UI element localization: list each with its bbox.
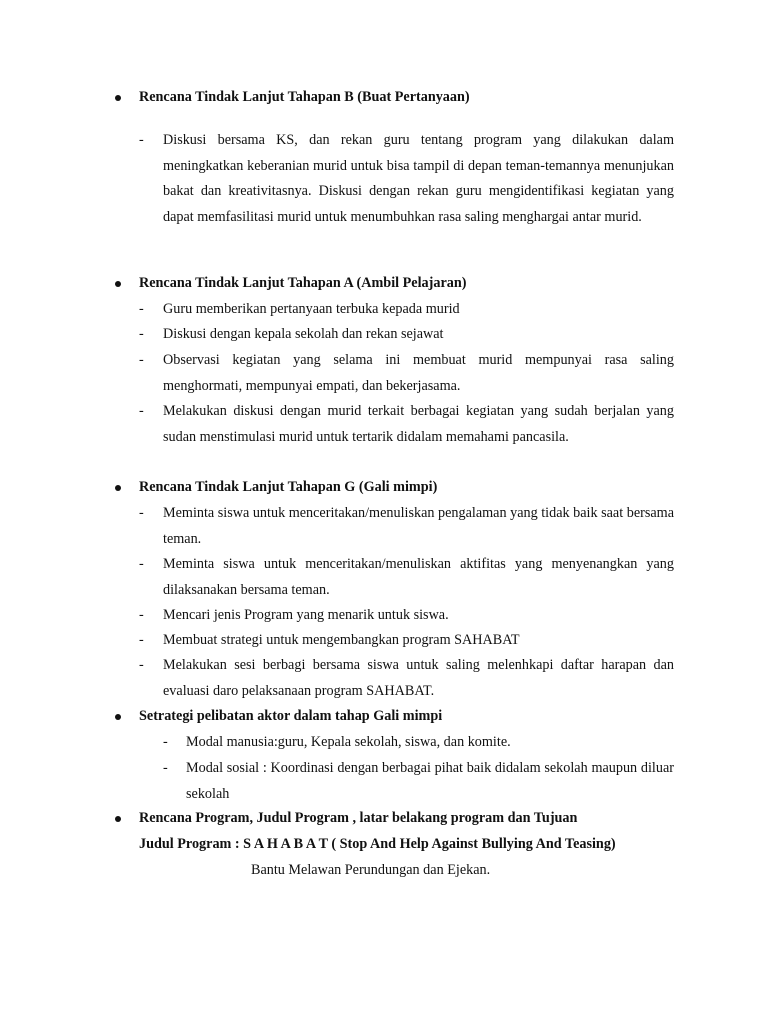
section-heading: Rencana Tindak Lanjut Tahapan B (Buat Pertanyaan) [139,89,470,105]
list-item: Modal manusia:guru, Kepala sekolah, siswa, dan komite. [186,734,511,750]
list-item: Membuat strategi untuk mengembangkan program SAHABAT [163,632,520,648]
list-item: Modal sosial : Koordinasi dengan berbagai pihat baik didalam sekolah maupun diluar sekolah [186,760,674,802]
dash-marker: - [139,326,144,342]
dash-marker: - [139,556,144,572]
section-heading: Rencana Program, Judul Program , latar belakang program dan Tujuan [139,810,578,826]
bullet-icon [114,807,124,833]
dash-marker: - [163,760,168,776]
dash-marker: - [139,505,144,521]
dash-marker: - [139,403,144,419]
section-heading: Setrategi pelibatan aktor dalam tahap Gali mimpi [139,708,443,724]
dash-marker: - [163,734,168,750]
list-item: Meminta siswa untuk menceritakan/menuliskan pengalaman yang tidak baik saat bersama teman. [163,505,674,547]
section-heading: Rencana Tindak Lanjut Tahapan G (Gali mimpi) [139,479,438,495]
program-subtitle: Bantu Melawan Perundungan dan Ejekan. [251,862,491,878]
bullet-icon [114,705,124,731]
list-item: Diskusi bersama KS, dan rekan guru tentang program yang dilakukan dalam meningkatkan keberanian murid untuk bisa tampil di depan teman-temannya menunjukan bakat dan kreativitasnya. Diskusi dengan rekan guru mengidentifikasi kegiatan yang dapat memfasilitasi murid untuk menumbuhkan rasa saling menghargai antar murid. [163,132,674,225]
list-item: Melakukan sesi berbagi bersama siswa untuk saling melenhkapi daftar harapan dan evaluasi daro pelaksanaan program SAHABAT. [163,657,674,699]
section-heading: Rencana Tindak Lanjut Tahapan A (Ambil Pelajaran) [139,275,467,291]
list-item: Observasi kegiatan yang selama ini membuat murid mempunyai rasa saling menghormati, mempunyai empati, dan bekerjasama. [163,352,674,394]
dash-marker: - [139,607,144,623]
dash-marker: - [139,657,144,673]
dash-marker: - [139,632,144,648]
list-item: Melakukan diskusi dengan murid terkait berbagai kegiatan yang sudah berjalan yang sudan menstimulasi murid untuk tertarik didalam memahami pancasila. [163,403,674,445]
list-item: Mencari jenis Program yang menarik untuk siswa. [163,607,449,623]
list-item: Meminta siswa untuk menceritakan/menuliskan aktifitas yang menyenangkan yang dilaksanakan bersama teman. [163,556,674,598]
dash-marker: - [139,132,144,148]
bullet-icon [114,86,124,112]
dash-marker: - [139,352,144,368]
dash-marker: - [139,301,144,317]
bullet-icon [114,476,124,502]
list-item: Guru memberikan pertanyaan terbuka kepada murid [163,301,460,317]
bullet-icon [114,272,124,298]
program-title: Judul Program : S A H A B A T ( Stop And Help Against Bullying And Teasing) [139,836,616,852]
list-item: Diskusi dengan kepala sekolah dan rekan sejawat [163,326,444,342]
